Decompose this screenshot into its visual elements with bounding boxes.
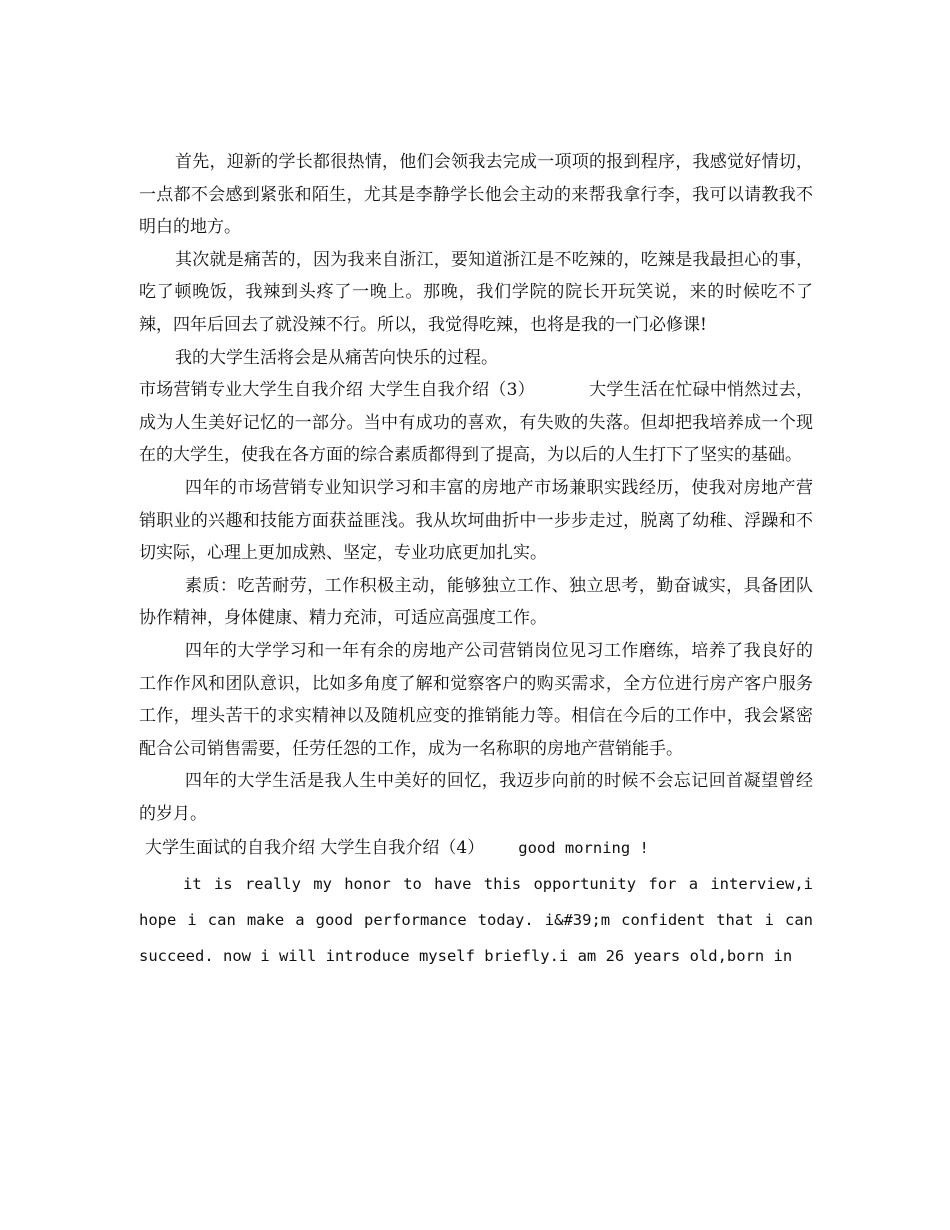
paragraph-summary: 我的大学生活将会是从痛苦向快乐的过程。: [175, 347, 498, 368]
paragraph-marketing-study: 四年的市场营销专业知识学习和丰富的房地产市场兼职实践经历，使我对房地产营销职业的兴趣和技能方面获益匪浅。我从坎坷曲折中一步步走过，脱离了幼稚、浮躁和不切实际，心理上更加成熟、坚定，专业功底更加扎实。: [139, 477, 813, 564]
paragraph-welcome: 首先，迎新的学长都很热情，他们会领我去完成一项项的报到程序，我感觉好情切，一点都不会感到紧张和陌生，尤其是李静学长他会主动的来帮我拿行李，我可以请教我不明白的地方。: [139, 152, 813, 238]
paragraph-work-experience: 四年的大学学习和一年有余的房地产公司营销岗位见习工作磨练，培养了我良好的工作作风和团队意识，比如多角度了解和觉察客户的购买需求，全方位进行房产客户服务工作，埋头苦干的求实精神以及随机应变的推销能力等。相信在今后的工作中，我会紧密配合公司销售需要，任劳任怨的工作，成为一名称职的房地产营销能手。: [139, 640, 813, 759]
paragraph-english-interview: it is really my honor to have this opportunity for a interview,i hope i can make a good performance today. i&#39;m confident that i can succeed. now i will introduce myself briefly.i am 26 years old,born in: [139, 875, 813, 966]
section-3-heading: 市场营销专业大学生自我介绍 大学生自我介绍（3）: [139, 380, 535, 401]
section-4: [139, 830, 813, 866]
paragraph-memories: 四年的大学生活是我人生中美好的回忆，我迈步向前的时候不会忘记回首凝望曾经的岁月。: [139, 771, 813, 824]
section-3: [139, 374, 813, 472]
document-body: [139, 146, 813, 974]
paragraph-spicy-food: 其次就是痛苦的，因为我来自浙江，要知道浙江是不吃辣的，吃辣是我最担心的事，吃了顿晚饭，我辣到头疼了一晚上。那晚，我们学院的院长开玩笑说，来的时候吃不了辣，四年后回去了就没辣不行。所以，我觉得吃辣，也将是我的一门必修课!: [139, 249, 813, 335]
section-4-heading: 大学生面试的自我介绍 大学生自我介绍（4）: [145, 838, 485, 859]
section-3-intro: 大学生活在忙碌中悄然过去，成为人生美好记忆的一部分。当中有成功的喜欢，有失败的失落。但却把我培养成一个现在的大学生，使我在各方面的综合素质都得到了提高，为以后的人生打下了坚实的基础。: [139, 380, 814, 466]
section-4-greeting: good morning !: [518, 839, 649, 858]
paragraph-qualities: 素质：吃苦耐劳，工作积极主动，能够独立工作、独立思考，勤奋诚实，具备团队协作精神，身体健康、精力充沛，可适应高强度工作。: [139, 575, 813, 629]
